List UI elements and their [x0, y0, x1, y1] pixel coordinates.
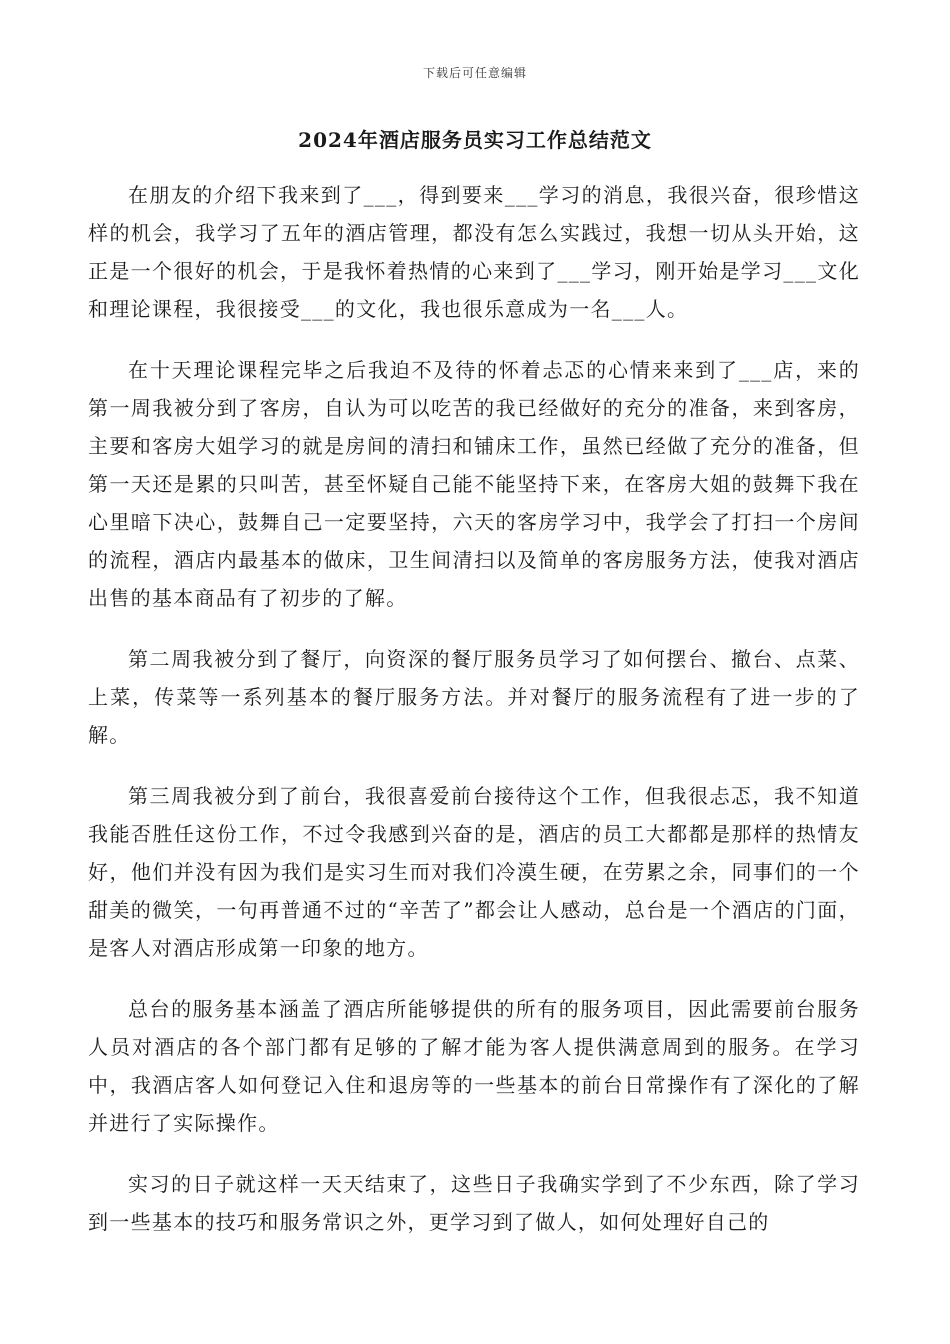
paragraph-2: 在十天理论课程完毕之后我迫不及待的怀着忐忑的心情来来到了___店，来的第一周我被分到了客房，自认为可以吃苦的我已经做好的充分的准备，来到客房，主要和客房大姐学习的就是房间的清扫和铺床工作，虽然已经做了充分的准备，但第一天还是累的只叫苦，甚至怀疑自己能不能坚持下来，在客房大姐的鼓舞下我在心里暗下决心，鼓舞自己一定要坚持，六天的客房学习中，我学会了打扫一个房间的流程，酒店内最基本的做床，卫生间清扫以及简单的客房服务方法，使我对酒店出售的基本商品有了初步的了解。 [88, 358, 860, 610]
page-header-note: 下载后可任意编辑 [422, 66, 527, 80]
document-title: 2024年酒店服务员实习工作总结范文 [298, 128, 652, 152]
paragraph-3: 第二周我被分到了餐厅，向资深的餐厅服务员学习了如何摆台、撤台、点菜、上菜，传菜等一系列基本的餐厅服务方法。并对餐厅的服务流程有了进一步的了解。 [88, 647, 860, 747]
paragraph-5: 总台的服务基本涵盖了酒店所能够提供的所有的服务项目，因此需要前台服务人员对酒店的各个部门都有足够的了解才能为客人提供满意周到的服务。在学习中，我酒店客人如何登记入住和退房等的一些基本的前台日常操作有了深化的了解并进行了实际操作。 [88, 997, 860, 1135]
document-body [88, 176, 860, 1264]
paragraph-6: 实习的日子就这样一天天结束了，这些日子我确实学到了不少东西，除了学习到一些基本的技巧和服务常识之外，更学习到了做人，如何处理好自己的 [88, 1172, 860, 1234]
paragraph-1: 在朋友的介绍下我来到了___，得到要来___学习的消息，我很兴奋，很珍惜这样的机会，我学习了五年的酒店管理，都没有怎么实践过，我想一切从头开始，这正是一个很好的机会，于是我怀着热情的心来到了___学习，刚开始是学习___文化和理论课程，我很接受___的文化，我也很乐意成为一名___人。 [88, 183, 860, 321]
paragraph-4: 第三周我被分到了前台，我很喜爱前台接待这个工作，但我很忐忑，我不知道我能否胜任这份工作，不过令我感到兴奋的是，酒店的员工大都都是那样的热情友好，他们并没有因为我们是实习生而对我们冷漠生硬，在劳累之余，同事们的一个甜美的微笑，一句再普通不过的“辛苦了”都会让人感动，总台是一个酒店的门面，是客人对酒店形成第一印象的地方。 [88, 784, 860, 960]
